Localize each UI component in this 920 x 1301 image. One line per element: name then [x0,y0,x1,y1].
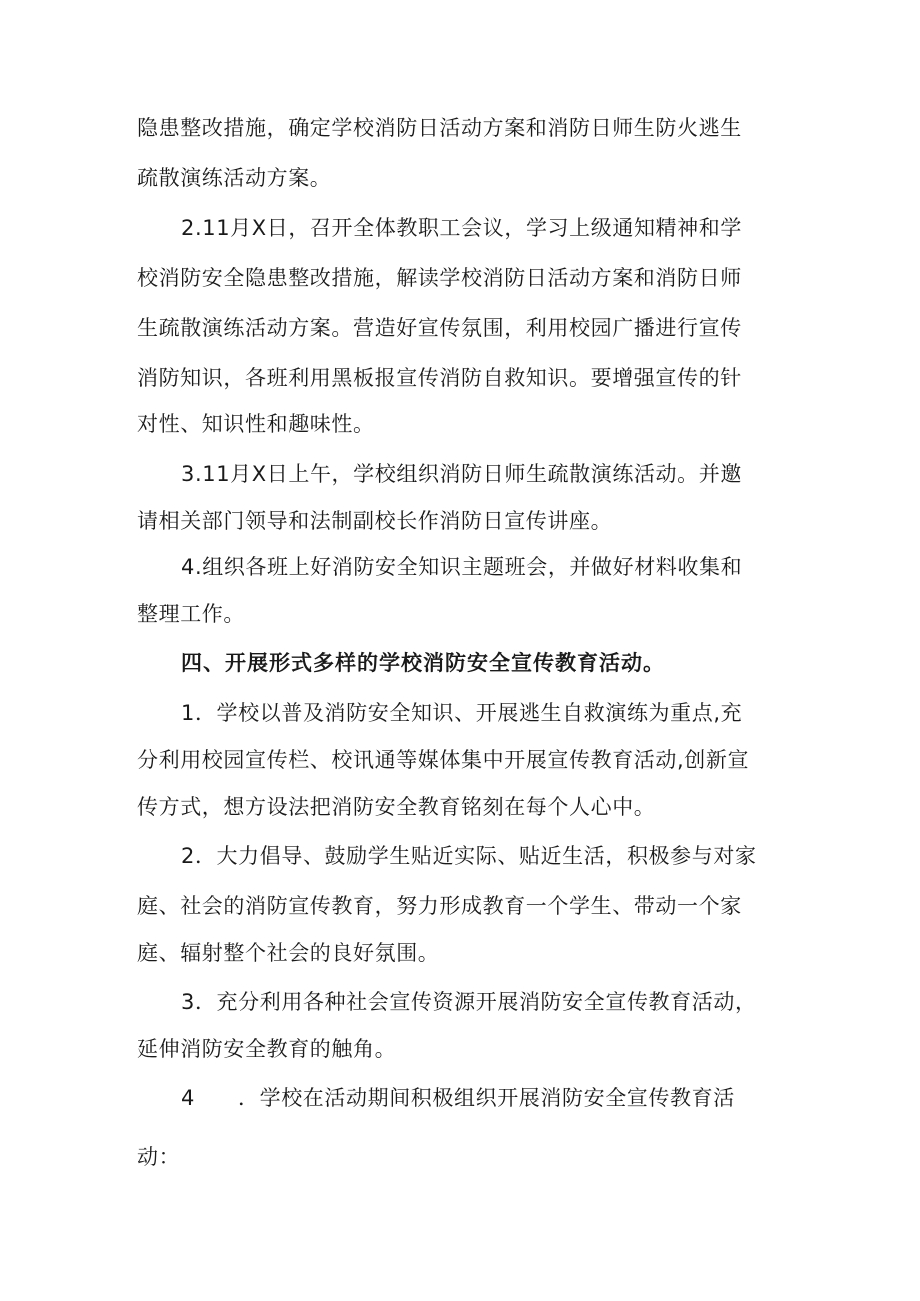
text-line: 校消防安全隐患整改措施，解读学校消防日活动方案和消防日师 [137,266,742,290]
section-heading: 四、开展形式多样的学校消防安全宣传教育活动。 [181,651,665,675]
text-line: ．学校在活动期间积极组织开展消防安全宣传教育活 [238,1086,735,1110]
text-line: 请相关部门领导和法制副校长作消防日宣传讲座。 [137,509,613,533]
text-line: 生疏散演练活动方案。营造好宣传氛围，利用校园广播进行宣传 [137,316,742,340]
item-number: 4 [181,1086,195,1110]
text-line: 2．大力倡导、鼓励学生贴近实际、贴近生活，积极参与对家 [181,844,757,868]
text-line: 庭、社会的消防宣传教育，努力形成教育一个学生、带动一个家 [137,894,742,918]
text-line: 2.11月X日，召开全体教职工会议，学习上级通知精神和学 [181,216,742,240]
text-line: 1．学校以普及消防安全知识、开展逃生自救演练为重点,充 [181,701,743,725]
text-line: 对性、知识性和趣味性。 [137,412,375,436]
text-line: 3.11月X日上午，学校组织消防日师生疏散演练活动。并邀 [181,462,742,486]
text-line: 分利用校园宣传栏、校讯通等媒体集中开展宣传教育活动,创新宣 [137,748,750,772]
text-line: 庭、辐射整个社会的良好氛围。 [137,941,440,965]
text-line: 延伸消防安全教育的触角。 [137,1037,397,1061]
text-line: 整理工作。 [137,602,245,626]
text-line: 疏散演练活动方案。 [137,166,332,190]
text-line: 3．充分利用各种社会宣传资源开展消防安全宣传教育活动， [181,990,757,1014]
text-line: 隐患整改措施，确定学校消防日活动方案和消防日师生防火逃生 [137,116,742,140]
text-line: 消防知识，各班利用黑板报宣传消防自救知识。要增强宣传的针 [137,366,742,390]
text-line: 传方式，想方设法把消防安全教育铭刻在每个人心中。 [137,795,656,819]
text-line: 4.组织各班上好消防安全知识主题班会，并做好材料收集和 [181,555,743,579]
text-line: 动： [137,1145,181,1169]
